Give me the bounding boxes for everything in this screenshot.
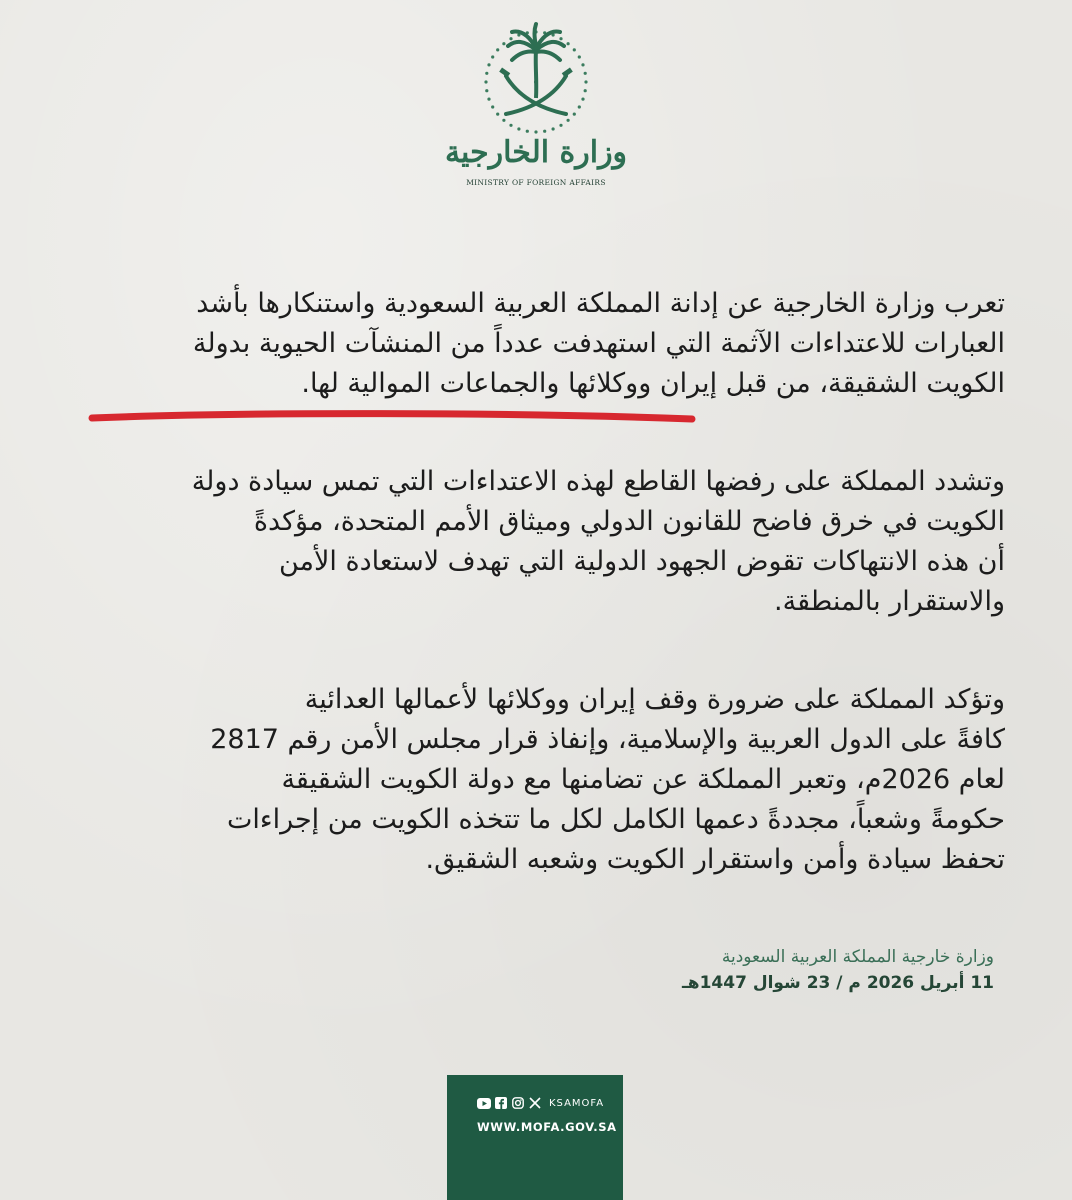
paragraph-line: وتؤكد المملكة على ضرورة وقف إيران ووكلائها لأعمالها العدائية — [304, 684, 1005, 715]
paragraph-line: تعرب وزارة الخارجية عن إدانة المملكة العربية السعودية واستنكارها بأشد — [196, 288, 1005, 319]
paragraph-line: حكومةً وشعباً، مجددةً دعمها الكامل لكل ما تتخذه الكويت من إجراءات — [226, 804, 1005, 835]
footer-banner — [447, 1075, 623, 1200]
signature-issuer: وزارة خارجية المملكة العربية السعودية — [721, 947, 994, 967]
paragraph-line: الكويت في خرق فاضح للقانون الدولي وميثاق الأمم المتحدة، مؤكدةً — [253, 506, 1005, 537]
ministry-name-english: MINISTRY OF FOREIGN AFFAIRS — [466, 178, 606, 187]
x-icon[interactable] — [528, 1096, 542, 1110]
saudi-emblem-icon — [438, 10, 634, 140]
ministry-logo — [438, 10, 634, 190]
youtube-icon[interactable] — [477, 1096, 491, 1110]
statement-paragraph-3 — [85, 680, 1005, 880]
red-highlight-underline — [88, 406, 698, 428]
statement-paragraph-1 — [85, 284, 1005, 404]
paragraph-line: العبارات للاعتداءات الآثمة التي استهدفت عدداً من المنشآت الحيوية بدولة — [192, 328, 1005, 359]
paragraph-line: وتشدد المملكة على رفضها القاطع لهذه الاعتداءات التي تمس سيادة دولة — [191, 466, 1005, 497]
paragraph-line: أن هذه الانتهاكات تقوض الجهود الدولية التي تهدف لاستعادة الأمن — [279, 546, 1005, 577]
website-link[interactable]: WWW.MOFA.GOV.SA — [477, 1120, 617, 1134]
ministry-name-arabic: وزارة الخارجية — [444, 135, 628, 170]
social-handle[interactable]: KSAMOFA — [549, 1097, 605, 1109]
facebook-icon[interactable] — [494, 1096, 508, 1110]
social-links — [477, 1095, 604, 1111]
instagram-icon[interactable] — [511, 1096, 525, 1110]
paragraph-line: لعام 2026م، وتعبر المملكة عن تضامنها مع دولة الكويت الشقيقة — [281, 764, 1005, 795]
paragraph-line: كافةً على الدول العربية والإسلامية، وإنفاذ قرار مجلس الأمن رقم 2817 — [210, 724, 1005, 755]
paragraph-line: تحفظ سيادة وأمن واستقرار الكويت وشعبه الشقيق. — [425, 844, 1005, 875]
paragraph-line: الكويت الشقيقة، من قبل إيران ووكلائها والجماعات الموالية لها. — [301, 368, 1005, 399]
statement-paragraph-2 — [85, 462, 1005, 622]
paragraph-line: والاستقرار بالمنطقة. — [774, 586, 1005, 617]
signature-date: 11 أبريل 2026 م / 23 شوال 1447هـ — [681, 973, 994, 993]
